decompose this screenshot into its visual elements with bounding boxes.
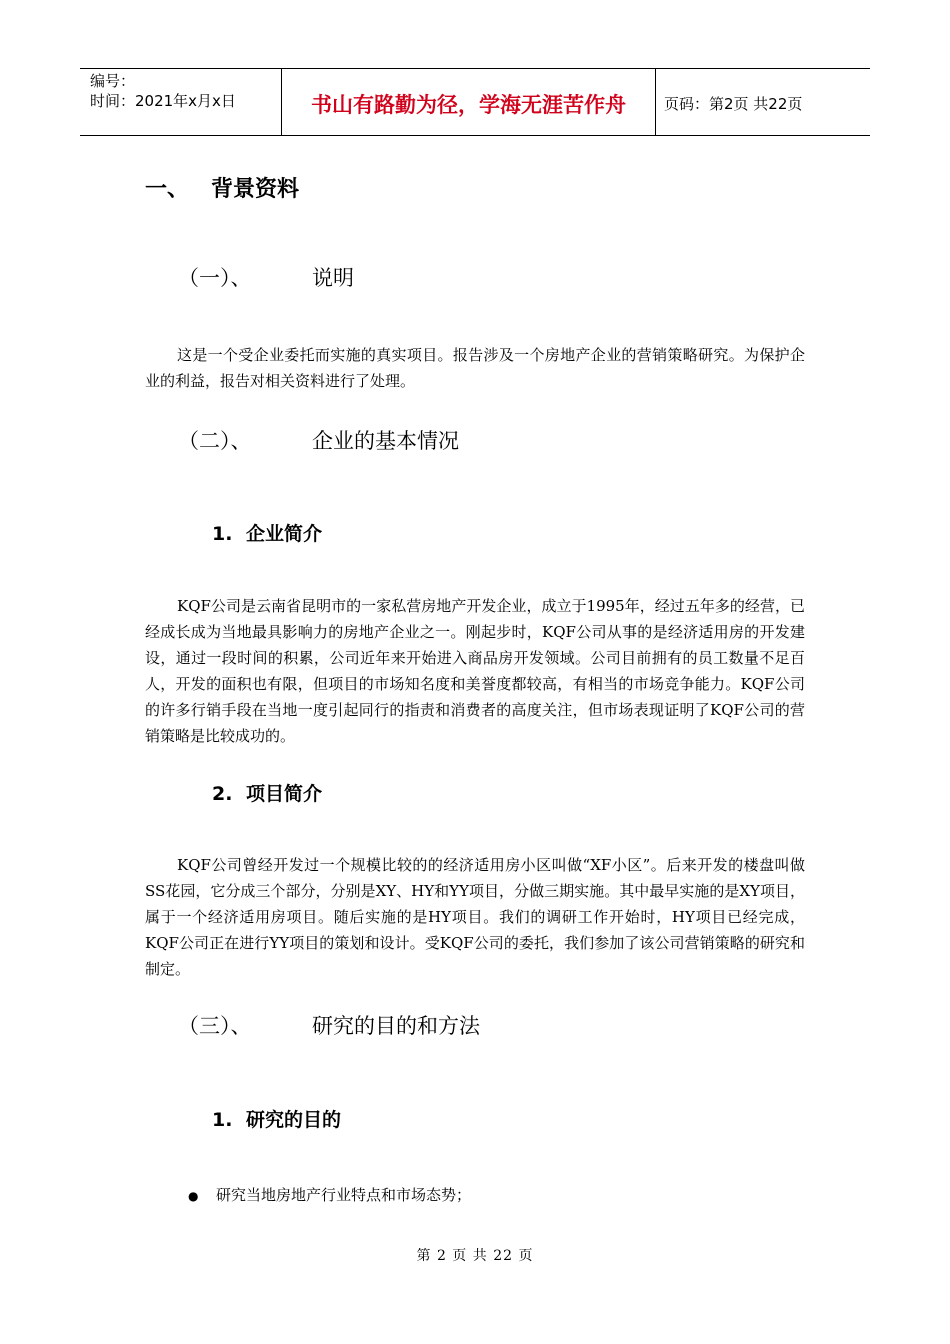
number-label: 编号： [90, 72, 136, 90]
item-title: 研究的目的 [246, 1109, 342, 1131]
section-title: 背景资料 [211, 177, 300, 202]
subsection-title: 企业的基本情况 [312, 429, 459, 453]
item-number: 1. [212, 1109, 233, 1131]
item-heading-project-intro [212, 779, 322, 806]
item-number: 2. [212, 783, 233, 805]
item-heading-research-purpose [212, 1105, 341, 1132]
paragraph-explanation: 这是一个受企业委托而实施的真实项目。报告涉及一个房地产企业的营销策略研究。为保护企业的利益，报告对相关资料进行了处理。 [145, 346, 805, 390]
paragraph-project-intro: KQF公司曾经开发过一个规模比较的的经济适用房小区叫做“XF小区”。后来开发的楼盘叫做SS花园，它分成三个部分，分别是XY、HY和YY项目，分做三期实施。其中最早实施的是XY项目，属于一个经济适用房项目。随后实施的是HY项目。我们的调研工作开始时，HY项目已经完成，KQF公司正在进行YY项目的策划和设计。受KQF公司的委托，我们参加了该公司营销策略的研究和制定。 [145, 856, 805, 978]
subsection-heading-company [178, 425, 459, 455]
subsection-title: 说明 [312, 266, 354, 290]
bullet-list-item [188, 1182, 471, 1209]
subsection-heading-purpose [178, 1010, 480, 1040]
paragraph-company-intro: KQF公司是云南省昆明市的一家私营房地产开发企业，成立于1995年，经过五年多的经营，已经成长成为当地最具影响力的房地产企业之一。刚起步时，KQF公司从事的是经济适用房的开发建设，通过一段时间的积累，公司近年来开始进入商品房开发领域。公司目前拥有的员工数量不足百人，开发的面积也有限，但项目的市场知名度和美誉度都较高，有相当的市场竞争能力。KQF公司的许多行销手段在当地一度引起同行的指责和消费者的高度关注，但市场表现证明了KQF公司的营销策略是比较成功的。 [145, 597, 805, 745]
subsection-number: （三）、 [178, 1014, 252, 1038]
bullet-text: 研究当地房地产行业特点和市场态势； [216, 1186, 472, 1204]
subsection-number: （二）、 [178, 429, 252, 453]
page-header [80, 68, 870, 136]
item-title: 企业简介 [246, 523, 323, 545]
header-page-info: 页码：第2页 共22页 [664, 94, 803, 113]
header-motto: 书山有路勤为径，学海无涯苦作舟 [282, 69, 656, 135]
item-title: 项目简介 [246, 783, 323, 805]
bullet-icon: ● [188, 1189, 199, 1203]
section-number: 一、 [145, 177, 190, 202]
subsection-title: 研究的目的和方法 [312, 1014, 480, 1038]
item-number: 1. [212, 523, 233, 545]
subsection-heading-explanation [178, 262, 354, 292]
date-label: 时间：2021年x月x日 [90, 92, 236, 110]
subsection-number: （一）、 [178, 266, 252, 290]
header-meta [80, 69, 282, 135]
page-footer: 第 2 页 共 22 页 [416, 1248, 534, 1264]
item-heading-company-intro [212, 519, 322, 546]
section-heading-background [145, 172, 299, 203]
